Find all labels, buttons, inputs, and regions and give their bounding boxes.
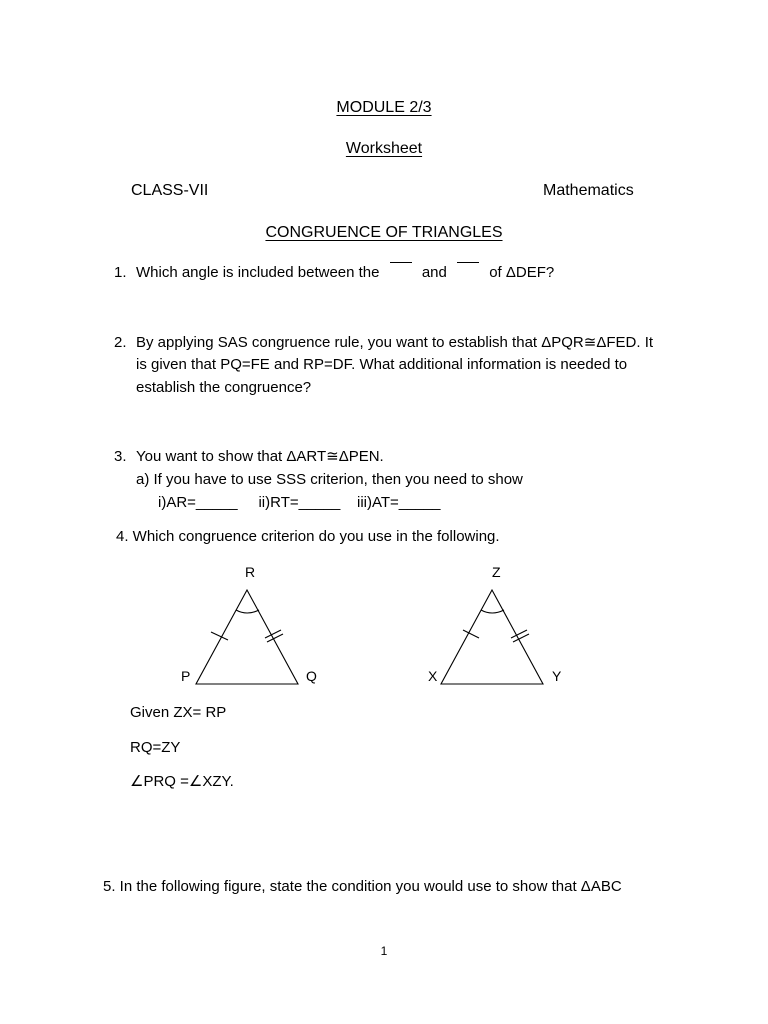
angle-arc-z [481,610,504,613]
vertex-label-r: R [245,564,256,580]
tick-mark-rp [211,632,228,640]
vertex-label-q: Q [306,668,317,684]
worksheet-title: Worksheet [345,140,423,157]
given-line-1: Given ZX= RP [130,704,227,721]
vertex-label-p: P [181,668,191,684]
page-number: 1 [380,944,388,958]
q1-text-before: Which angle is included between the [136,264,380,281]
given-line-2: RQ=ZY [130,739,181,756]
given-line-3: ∠PRQ =∠XZY. [130,773,234,790]
question-5: 5. In the following figure, state the condition you would use to show that ΔABC [103,878,622,895]
q3-number: 3. [114,448,127,465]
q3-text: You want to show that ΔART≅ΔPEN. [136,448,384,465]
triangle-xyz [441,590,543,684]
module-title: MODULE 2/3 [336,99,432,116]
class-label: CLASS-VII [131,182,209,199]
q2-line-1: By applying SAS congruence rule, you want to establish that ΔPQR≅ΔFED. It [136,334,654,351]
q2-line-2: is given that PQ=FE and RP=DF. What additional information is needed to [136,356,628,373]
subject-label: Mathematics [543,182,634,199]
tick-mark-zx [463,630,479,638]
q1-text-and: and [421,264,447,281]
vertex-label-z: Z [492,564,501,580]
q3-blanks: i)AR=_____ ii)RT=_____ iii)AT=_____ [158,494,441,511]
q2-line-3: establish the congruence? [136,379,312,396]
triangle-pqr [196,590,298,684]
q2-number: 2. [114,334,127,351]
q1-text-after: of ΔDEF? [489,264,555,281]
topic-title: CONGRUENCE OF TRIANGLES [265,224,503,241]
angle-arc-r [236,610,259,613]
vertex-label-x: X [428,668,438,684]
q1-number: 1. [114,264,127,281]
question-4: 4. Which congruence criterion do you use in the following. [116,528,500,545]
vertex-label-y: Y [552,668,562,684]
q3-sub-a: a) If you have to use SSS criterion, then you need to show [136,471,523,488]
